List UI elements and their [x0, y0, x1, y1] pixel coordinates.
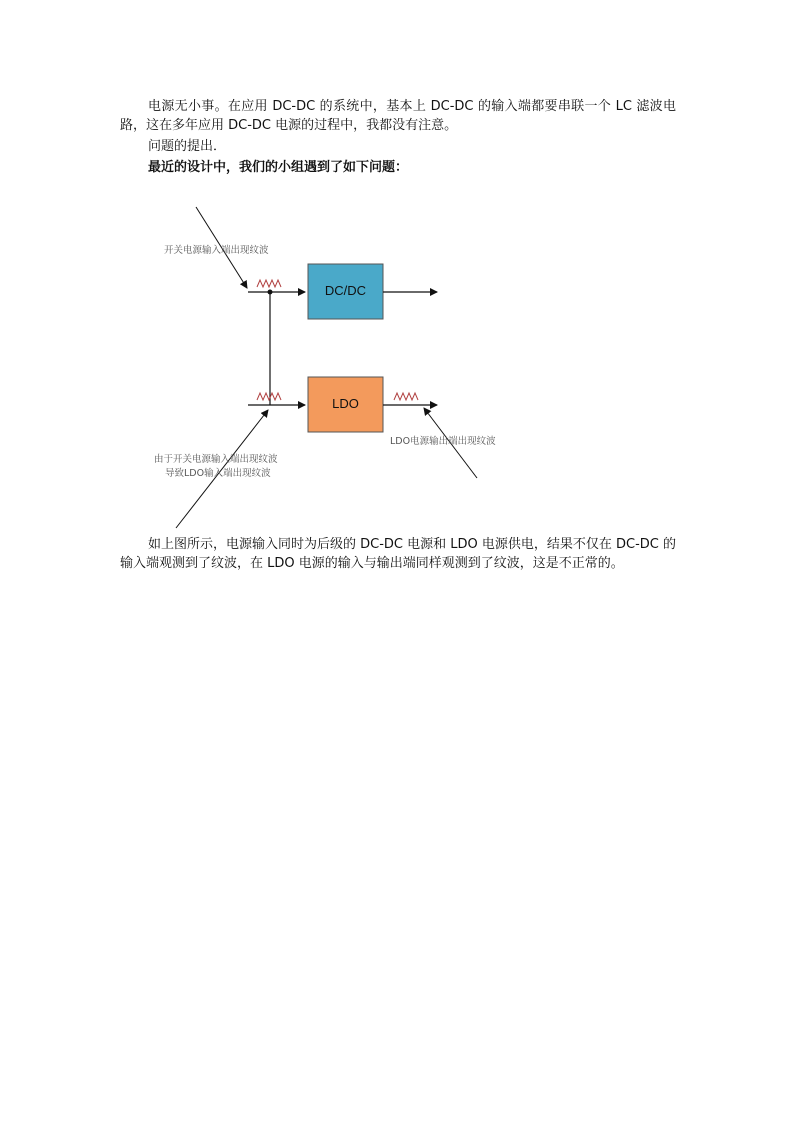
- ripple-icon-ldo-input: [257, 393, 281, 400]
- paragraph-intro: 电源无小事。在应用 DC-DC 的系统中，基本上 DC-DC 的输入端都要串联一个 LC 滤波电路，这在多年应用 DC-DC 电源的过程中，我都没有注意。: [120, 99, 676, 133]
- annotation-ldo-input-line1: 由于开关电源输入端出现纹波: [154, 454, 278, 465]
- ripple-icon-ldo-output: [394, 393, 418, 400]
- circuit-diagram: [140, 196, 540, 536]
- annotation-ldo-output: LDO电源输出端出现纹波: [390, 436, 496, 447]
- paragraph-problem-statement: 最近的设计中，我们的小组遇到了如下问题：: [148, 160, 409, 175]
- ldo-label: LDO: [332, 396, 359, 411]
- annotation-switch-input: 开关电源输入端出现纹波: [164, 245, 269, 256]
- paragraph-observation: 如上图所示，电源输入同时为后级的 DC-DC 电源和 LDO 电源供电，结果不仅在 DC-DC 的输入端观测到了纹波，在 LDO 电源的输入与输出端同样观测到了纹波，这是不正常的。: [120, 537, 677, 571]
- annotation-ldo-input-line2: 导致LDO输入端出现纹波: [165, 468, 271, 479]
- ripple-icon-dcdc-input: [257, 280, 281, 287]
- paragraph-problem-heading: 问题的提出．: [148, 139, 227, 154]
- dcdc-label: DC/DC: [324, 283, 367, 298]
